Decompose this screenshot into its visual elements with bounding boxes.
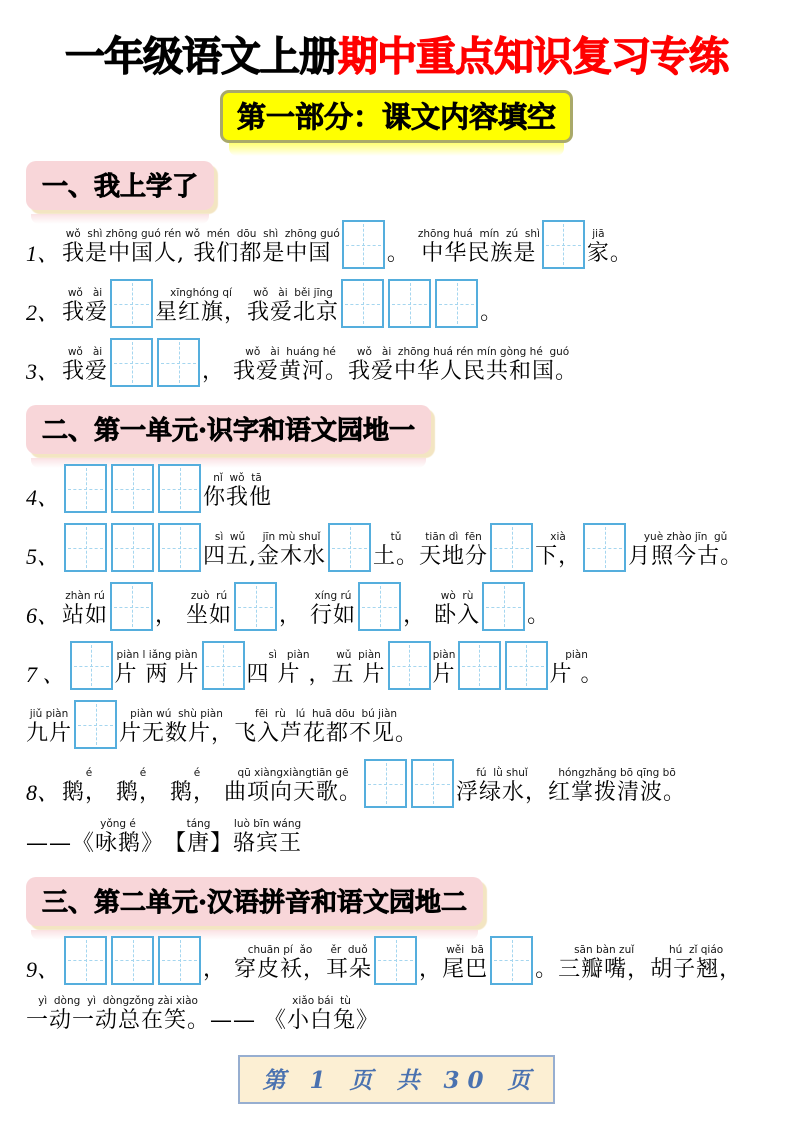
- pinyin-text: wò rù: [440, 590, 474, 603]
- phrase: [26, 995, 210, 1036]
- exercise-line: [26, 582, 767, 631]
- phrase: [202, 358, 233, 387]
- pinyin-text: xià: [550, 531, 566, 544]
- hanzi-text: 。: [386, 241, 418, 267]
- answer-box[interactable]: [490, 523, 533, 572]
- answer-box[interactable]: [482, 582, 525, 631]
- hanzi-text: 我爱: [62, 359, 109, 385]
- pinyin-text: yì dòng yì dòngzǒng zài xiào: [38, 994, 198, 1007]
- pinyin-text: hú zǐ qiáo: [669, 944, 724, 956]
- hanzi-text: 三瓣嘴，: [558, 957, 651, 983]
- phrase: [155, 287, 247, 328]
- answer-box[interactable]: [158, 523, 201, 572]
- pinyin-text: piàn: [432, 649, 456, 662]
- pinyin-text: hóngzhǎng bō qīng bō: [558, 767, 676, 780]
- pinyin-text: wěi bā: [446, 944, 484, 956]
- answer-box[interactable]: [74, 700, 117, 749]
- hanzi-text: ——: [26, 831, 72, 857]
- phrase: [326, 944, 372, 985]
- phrase: [119, 708, 234, 749]
- hanzi-text: 。: [609, 241, 633, 267]
- pinyin-text: xiǎo bái tù: [292, 994, 351, 1007]
- answer-box[interactable]: [111, 936, 154, 985]
- pinyin-text: piàn wú shù piàn: [130, 708, 223, 721]
- pinyin-text: wǒ shì zhōng guó rén: [65, 228, 182, 241]
- pinyin-text: zhōng huá mín zú shì: [417, 228, 540, 241]
- hanzi-text: 土。: [373, 544, 420, 570]
- pinyin-text: zuò rú: [190, 590, 228, 603]
- answer-box[interactable]: [234, 582, 277, 631]
- hanzi-text: 片 两 片: [114, 662, 200, 688]
- answer-box[interactable]: [157, 338, 200, 387]
- answer-box[interactable]: [202, 641, 245, 690]
- hanzi-text: 我是中国人,: [62, 241, 186, 267]
- phrase: [279, 602, 310, 631]
- item-number: 1、: [26, 241, 60, 267]
- hanzi-text: 鹅，: [170, 780, 225, 806]
- hanzi-text: 四 片 ，: [246, 662, 332, 688]
- pinyin-text: fēi rù lú huā dōu bú jiàn: [255, 708, 398, 721]
- phrase: [610, 240, 633, 269]
- phrase: [26, 708, 72, 749]
- phrase: [387, 240, 418, 269]
- hanzi-text: 胡子翘，: [650, 957, 743, 983]
- phrase: [418, 228, 540, 269]
- phrase: [434, 590, 480, 631]
- hanzi-text: 《咏鹅》: [72, 831, 165, 857]
- pinyin-text: wǒ mén dōu shì zhōng guó: [185, 228, 340, 241]
- answer-box[interactable]: [328, 523, 371, 572]
- pinyin-text: tiān dì fēn: [425, 531, 482, 544]
- phrase: [456, 767, 548, 808]
- phrase: [233, 818, 302, 859]
- hanzi-text: 红掌拨清波。: [548, 780, 687, 806]
- exercise-line: [26, 936, 767, 985]
- phrase: [247, 649, 332, 690]
- pinyin-text: chuān pí ǎo: [247, 944, 313, 956]
- hanzi-text: 中华民族是: [421, 241, 537, 267]
- answer-box[interactable]: [490, 936, 533, 985]
- phrase: [587, 228, 610, 269]
- hanzi-text: 我爱北京: [247, 300, 340, 326]
- phrase: [550, 649, 604, 690]
- phrase: [72, 818, 164, 859]
- phrase: [628, 531, 743, 572]
- pinyin-text: yǒng é: [100, 818, 136, 830]
- subtitle-banner: 第一部分：课文内容填空: [220, 90, 573, 143]
- phrase: [419, 531, 488, 572]
- phrase: [116, 767, 170, 808]
- hanzi-text: 家: [586, 241, 610, 267]
- phrase: [210, 1007, 264, 1036]
- pinyin-text: qū xiàngxiàngtiān gē: [237, 767, 349, 780]
- subtitle-row: [26, 90, 767, 143]
- section-header: 三、第二单元·汉语拼音和语文园地二: [26, 877, 483, 926]
- item-number: 2、: [26, 300, 60, 326]
- hanzi-text: 我爱黄河。: [233, 359, 349, 385]
- exercise-line: [26, 641, 767, 690]
- phrase: [234, 944, 326, 985]
- hanzi-text: 【唐】: [164, 831, 234, 857]
- exercise-content: [26, 161, 767, 1035]
- hanzi-text: 浮绿水，: [456, 780, 549, 806]
- pinyin-text: piàn: [565, 649, 588, 662]
- answer-box[interactable]: [388, 279, 431, 328]
- phrase: [203, 472, 272, 513]
- hanzi-text: 。: [527, 603, 551, 629]
- item-number: 7 、: [26, 662, 65, 688]
- answer-box[interactable]: [158, 464, 201, 513]
- phrase: [224, 767, 362, 808]
- answer-box[interactable]: [342, 220, 385, 269]
- phrase: [310, 590, 356, 631]
- answer-box[interactable]: [458, 641, 501, 690]
- pinyin-text: zhàn rú: [65, 590, 105, 603]
- hanzi-text: 下，: [535, 544, 582, 570]
- pinyin-text: luò bīn wáng: [233, 818, 302, 830]
- answer-box[interactable]: [583, 523, 626, 572]
- answer-box[interactable]: [411, 759, 454, 808]
- phrase: [62, 228, 185, 269]
- hanzi-text: 片 。: [549, 662, 604, 688]
- phrase: [480, 299, 503, 328]
- hanzi-text: ，: [155, 603, 187, 629]
- phrase: [442, 944, 488, 985]
- phrase: [535, 956, 558, 985]
- pinyin-text: sì piàn: [268, 649, 310, 662]
- phrase: [234, 708, 418, 749]
- phrase: [348, 346, 578, 387]
- pinyin-text: wǒ ài: [67, 287, 103, 300]
- answer-box[interactable]: [374, 936, 417, 985]
- pinyin-text: jīn mù shuǐ: [262, 531, 321, 544]
- exercise-line: [26, 523, 767, 572]
- hanzi-text: 耳朵: [326, 957, 373, 983]
- phrase: [115, 649, 200, 690]
- phrase: [332, 649, 386, 690]
- hanzi-text: 五 片: [331, 662, 386, 688]
- item-number: 6、: [26, 603, 60, 629]
- phrase: [548, 767, 686, 808]
- hanzi-text: ，: [279, 603, 311, 629]
- pinyin-text: xīnghóng qí: [170, 287, 232, 300]
- phrase: [62, 346, 108, 387]
- section-header: 二、第一单元·识字和语文园地一: [26, 405, 431, 454]
- phrase: [62, 287, 108, 328]
- answer-box[interactable]: [64, 523, 107, 572]
- item-number: 8、: [26, 780, 60, 806]
- pinyin-text: jiā: [592, 228, 605, 241]
- answer-box[interactable]: [70, 641, 113, 690]
- section-header-row-3: [26, 877, 767, 926]
- phrase: [155, 602, 186, 631]
- pinyin-text: ěr duǒ: [330, 944, 368, 956]
- exercise-line: [26, 995, 767, 1036]
- exercise-line: [26, 464, 767, 513]
- hanzi-text: ，: [203, 957, 235, 983]
- hanzi-text: 我们都是中国: [193, 241, 332, 267]
- answer-box[interactable]: [111, 464, 154, 513]
- phrase: [203, 531, 257, 572]
- hanzi-text: 卧入: [434, 603, 481, 629]
- item-number: 5、: [26, 544, 60, 570]
- hanzi-text: 四五,: [203, 544, 258, 570]
- phrase: [403, 602, 434, 631]
- phrase: [558, 944, 650, 985]
- phrase: [264, 995, 379, 1036]
- phrase: [170, 767, 224, 808]
- phrase: [433, 649, 456, 690]
- phrase: [527, 602, 550, 631]
- hanzi-text: 月照今古。: [628, 544, 744, 570]
- hanzi-text: 骆宾王: [233, 831, 303, 857]
- pinyin-text: táng: [186, 818, 211, 830]
- phrase: [257, 531, 326, 572]
- hanzi-text: ，: [202, 359, 234, 385]
- hanzi-text: 穿皮袄，: [234, 957, 327, 983]
- pinyin-text: tǔ: [390, 531, 402, 544]
- answer-box[interactable]: [388, 641, 431, 690]
- section-header-row-2: [26, 405, 767, 454]
- exercise-line: [26, 279, 767, 328]
- hanzi-text: 站如: [62, 603, 109, 629]
- hanzi-text: 你我他: [203, 485, 273, 511]
- hanzi-text: 。: [480, 300, 504, 326]
- hanzi-text: 曲项向天歌。: [224, 780, 363, 806]
- phrase: [203, 956, 234, 985]
- phrase: [419, 956, 442, 985]
- page-number-badge: 第 1 页 共 30 页: [238, 1055, 554, 1104]
- hanzi-text: 鹅，: [62, 780, 117, 806]
- hanzi-text: 鹅，: [116, 780, 171, 806]
- answer-box[interactable]: [364, 759, 407, 808]
- phrase: [164, 818, 233, 859]
- exercise-line: [26, 759, 767, 808]
- exercise-line: [26, 818, 767, 859]
- phrase: [186, 590, 232, 631]
- answer-box[interactable]: [110, 582, 153, 631]
- answer-box[interactable]: [341, 279, 384, 328]
- pinyin-text: é: [193, 767, 201, 780]
- hanzi-text: 一动一动总在笑。: [26, 1007, 211, 1033]
- pinyin-text: xíng rú: [314, 590, 352, 603]
- pinyin-text: wǒ ài huáng hé: [245, 346, 336, 359]
- pinyin-text: piàn l iǎng piàn: [116, 649, 198, 662]
- answer-box[interactable]: [158, 936, 201, 985]
- hanzi-text: 坐如: [186, 603, 233, 629]
- phrase: [26, 830, 72, 859]
- hanzi-text: 金木水: [257, 544, 327, 570]
- hanzi-text: ，: [403, 603, 435, 629]
- exercise-line: [26, 700, 767, 749]
- hanzi-text: 我爱: [62, 300, 109, 326]
- hanzi-text: 天地分: [419, 544, 489, 570]
- phrase: [535, 531, 581, 572]
- pinyin-text: fú lǜ shuǐ: [476, 767, 528, 780]
- item-number: 3、: [26, 359, 60, 385]
- pinyin-text: jiǔ piàn: [29, 708, 69, 721]
- footer-row: [26, 1055, 767, 1104]
- item-number: 9、: [26, 957, 60, 983]
- pinyin-text: é: [139, 767, 147, 780]
- answer-box[interactable]: [505, 641, 548, 690]
- pinyin-text: é: [85, 767, 93, 780]
- pinyin-text: sān bàn zuǐ: [574, 944, 635, 956]
- hanzi-text: 《小白兔》: [264, 1007, 380, 1033]
- exercise-line: [26, 220, 767, 269]
- phrase: [62, 590, 108, 631]
- hanzi-text: 片无数片，: [119, 721, 235, 747]
- phrase: [185, 228, 340, 269]
- hanzi-text: 星红旗，: [155, 300, 248, 326]
- pinyin-text: sì wǔ: [214, 531, 246, 544]
- hanzi-text: 九片: [26, 721, 73, 747]
- item-number: 4、: [26, 485, 60, 511]
- section-header: 一、我上学了: [26, 161, 214, 210]
- hanzi-text: 行如: [310, 603, 357, 629]
- hanzi-text: 片: [432, 662, 456, 688]
- pinyin-text: wǒ ài zhōng huá rén mín gòng hé guó: [356, 346, 570, 359]
- pinyin-text: wǒ ài: [67, 346, 103, 359]
- hanzi-text: ，: [419, 957, 443, 983]
- pinyin-text: yuè zhào jīn gǔ: [643, 531, 728, 544]
- pinyin-text: nǐ wǒ tā: [213, 472, 262, 485]
- section-header-row-1: [26, 161, 767, 210]
- pinyin-text: wǒ ài běi jīng: [253, 287, 333, 300]
- answer-box[interactable]: [542, 220, 585, 269]
- phrase: [650, 944, 742, 985]
- title-red: 期中重点知识复习专练: [338, 33, 728, 80]
- answer-box[interactable]: [64, 936, 107, 985]
- hanzi-text: 飞入芦花都不见。: [234, 721, 419, 747]
- page-title: [26, 34, 767, 80]
- answer-box[interactable]: [64, 464, 107, 513]
- hanzi-text: 尾巴: [442, 957, 489, 983]
- answer-box[interactable]: [111, 523, 154, 572]
- hanzi-text: 。: [535, 957, 559, 983]
- answer-box[interactable]: [435, 279, 478, 328]
- answer-box[interactable]: [358, 582, 401, 631]
- phrase: [247, 287, 339, 328]
- answer-box[interactable]: [110, 338, 153, 387]
- title-black: 一年级语文上册: [65, 33, 338, 80]
- phrase: [233, 346, 348, 387]
- answer-box[interactable]: [110, 279, 153, 328]
- phrase: [62, 767, 116, 808]
- pinyin-text: wǔ piàn: [336, 649, 381, 662]
- hanzi-text: 我爱中华人民共和国。: [348, 359, 579, 385]
- exercise-line: [26, 338, 767, 387]
- hanzi-text: ——: [210, 1007, 265, 1033]
- phrase: [373, 531, 419, 572]
